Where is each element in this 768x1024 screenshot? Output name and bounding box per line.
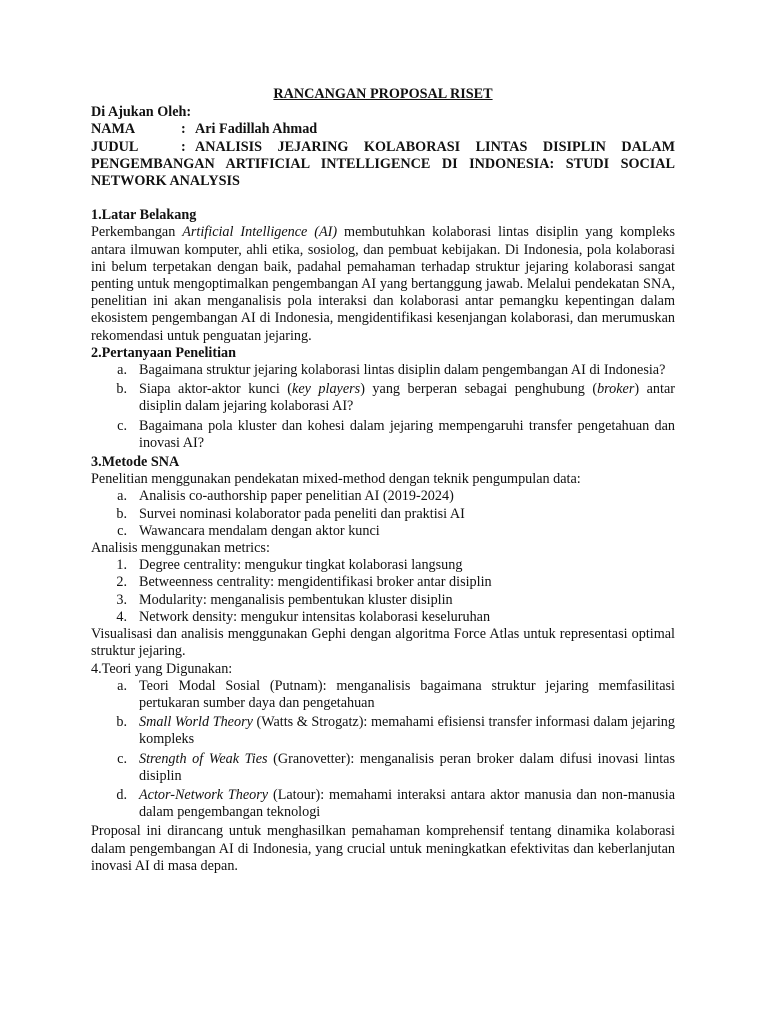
- list-marker: c.: [117, 750, 127, 767]
- section-4-heading: 4.Teori yang Digunakan:: [91, 660, 233, 677]
- document-title: RANCANGAN PROPOSAL RISET: [273, 86, 493, 102]
- list-marker: c.: [117, 417, 127, 434]
- list-item: [91, 381, 675, 415]
- list-marker: 4.: [116, 608, 127, 625]
- list-item: [91, 557, 675, 574]
- list-item: [91, 751, 675, 785]
- list-item-text: Teori Modal Sosial (Putnam): menganalisis bagaimana struktur jejaring memfasilitasi pertukaran sumber daya dan pengetahuan: [139, 677, 675, 711]
- list-marker: c.: [117, 522, 127, 539]
- list-item: [91, 678, 675, 712]
- visualization-paragraph: Visualisasi dan analisis menggunakan Gephi dengan algoritma Force Atlas untuk representasi optimal struktur jejaring.: [91, 626, 675, 660]
- research-questions-list: [91, 362, 675, 452]
- list-marker: a.: [117, 362, 127, 379]
- paragraph-text: Perkembangan: [91, 224, 183, 241]
- title-colon: :: [181, 138, 186, 155]
- text-run: Siapa aktor-aktor kunci (: [139, 381, 293, 398]
- title-row: [91, 139, 675, 191]
- text-run: (Watts & Strogatz): memahami efisiensi transfer informasi dalam jejaring kompleks: [139, 714, 675, 748]
- metrics-list: [91, 557, 675, 626]
- list-marker: d.: [116, 786, 127, 803]
- section-3-heading: 3.Metode SNA: [91, 454, 180, 471]
- paragraph-italic-term: Artificial Intelligence (AI): [182, 224, 338, 241]
- name-colon: :: [181, 121, 186, 138]
- text-run: ) antar disiplin dalam jejaring kolaborasi AI?: [139, 381, 675, 415]
- section-2-heading: 2.Pertanyaan Penelitian: [91, 344, 237, 361]
- paragraph-text: membutuhkan kolaborasi lintas disiplin yang kompleks antara ilmuwan komputer, ahli etika, sosiolog, dan pembuat kebijakan. Di Indonesia, pola kolaborasi ini belum terpetakan dengan baik, padahal pemahaman terhadap struktur jejaring kolaborasi sangat penting untuk mengoptimalkan pengembangan AI yang bertanggung jawab. Melalui pendekatan SNA, penelitian ini akan menganalisis pola interaksi dan kolaborasi antar pemangku kepentingan dalam ekosistem pengembangan AI di Indonesia, mengidentifikasi kesenjangan kolaborasi, dan merumuskan rekomendasi untuk penguatan jejaring.: [91, 224, 676, 344]
- section-1-heading: 1.Latar Belakang: [91, 207, 197, 224]
- list-marker: a.: [117, 677, 127, 694]
- name-row: [91, 121, 675, 138]
- list-item: [91, 523, 675, 540]
- name-value: Ari Fadillah Ahmad: [195, 121, 318, 138]
- section-1-paragraph: [91, 224, 675, 344]
- list-marker: 3.: [116, 591, 127, 608]
- italic-term: broker: [597, 381, 635, 398]
- method-intro: Penelitian menggunakan pendekatan mixed-method dengan teknik pengumpulan data:: [91, 471, 581, 488]
- text-run: ) yang berperan sebagai penghubung (: [360, 381, 598, 398]
- list-item-text: [139, 787, 675, 821]
- conclusion-paragraph: Proposal ini dirancang untuk menghasilkan pemahaman komprehensif tentang dinamika kolaborasi dalam pengembangan AI di Indonesia, yang crucial untuk meningkatkan efektivitas dan keberlanjutan inovasi AI di masa depan.: [91, 823, 675, 874]
- list-item-text: Bagaimana struktur jejaring kolaborasi lintas disiplin dalam pengembangan AI di Indonesia?: [139, 362, 666, 379]
- list-item-text: Wawancara mendalam dengan aktor kunci: [139, 522, 380, 539]
- list-marker: b.: [116, 381, 127, 398]
- theory-list: [91, 678, 675, 822]
- list-item: [91, 592, 675, 609]
- research-title-value: ANALISIS JEJARING KOLABORASI LINTAS DISIPLIN DALAM PENGEMBANGAN ARTIFICIAL INTELLIGENCE DI INDONESIA: STUDI SOCIAL NETWORK ANALYSIS: [91, 138, 675, 190]
- name-label: NAMA: [91, 121, 136, 138]
- list-item-text: Survei nominasi kolaborator pada peneliti dan praktisi AI: [139, 505, 465, 522]
- list-item-text: Betweenness centrality: mengidentifikasi broker antar disiplin: [139, 574, 492, 591]
- list-item-text: [139, 381, 675, 415]
- list-marker: b.: [116, 714, 127, 731]
- metrics-intro: Analisis menggunakan metrics:: [91, 540, 270, 557]
- list-item: [91, 506, 675, 523]
- text-run: (Granovetter): menganalisis peran broker dalam difusi inovasi lintas disiplin: [139, 750, 675, 784]
- list-item-text: Network density: mengukur intensitas kolaborasi keseluruhan: [139, 608, 491, 625]
- list-marker: 2.: [116, 574, 127, 591]
- list-item: [91, 609, 675, 626]
- list-marker: b.: [116, 505, 127, 522]
- list-item: [91, 362, 675, 379]
- submitted-by-label: Di Ajukan Oleh:: [91, 104, 192, 121]
- list-item-text: Degree centrality: mengukur tingkat kolaborasi langsung: [139, 557, 463, 574]
- document-page: [91, 86, 675, 875]
- list-marker: 1.: [116, 557, 127, 574]
- text-run: (Latour): memahami interaksi antara aktor manusia dan non-manusia dalam pengembangan teknologi: [139, 786, 676, 821]
- list-item-text: Bagaimana pola kluster dan kohesi dalam jejaring mempengaruhi transfer pengetahuan dan inovasi AI?: [139, 417, 675, 451]
- list-item-text: Modularity: menganalisis pembentukan kluster disiplin: [139, 591, 453, 608]
- list-marker: a.: [117, 488, 127, 505]
- list-item: [91, 574, 675, 591]
- italic-term: Actor-Network Theory: [139, 786, 269, 803]
- list-item-text: [139, 714, 675, 748]
- title-label: JUDUL: [91, 138, 139, 155]
- italic-term: key players: [292, 381, 361, 398]
- list-item: [91, 714, 675, 748]
- list-item-text: Analisis co-authorship paper penelitian AI (2019-2024): [139, 488, 454, 505]
- list-item: [91, 787, 675, 821]
- list-item: [91, 488, 675, 505]
- list-item: [91, 418, 675, 452]
- italic-term: Small World Theory: [139, 714, 253, 731]
- data-collection-list: [91, 488, 675, 540]
- italic-term: Strength of Weak Ties: [139, 750, 268, 767]
- list-item-text: [139, 751, 675, 785]
